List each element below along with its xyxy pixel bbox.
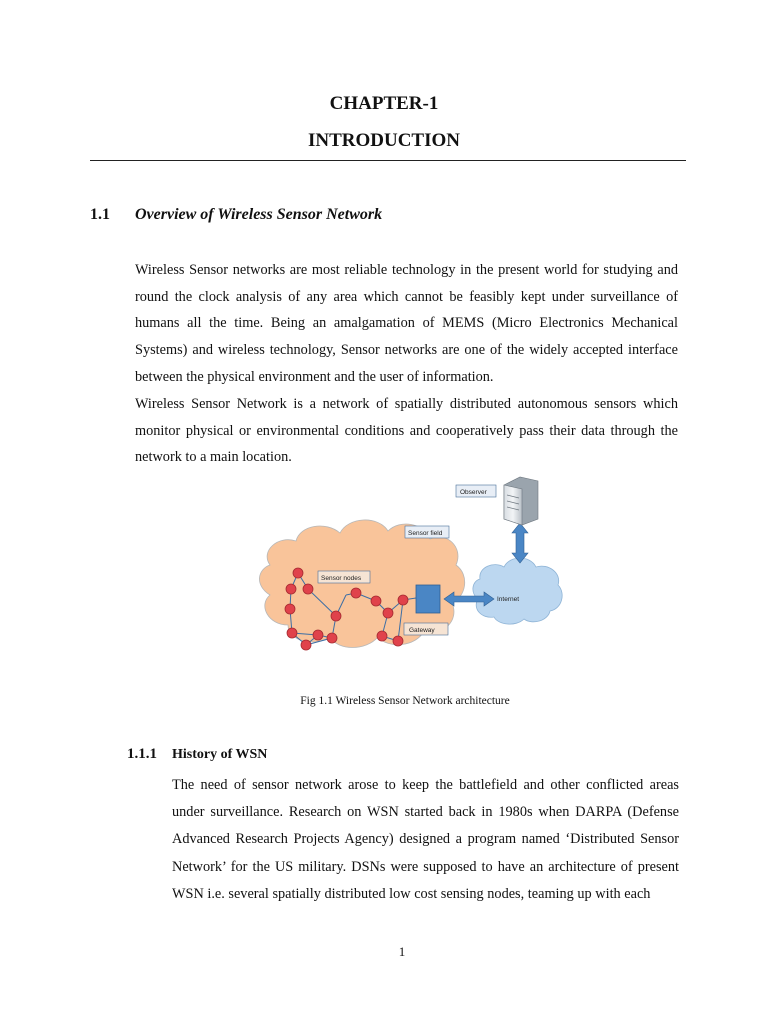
sensor-node <box>301 640 311 650</box>
internet-observer-arrow-icon <box>512 523 528 563</box>
sensor-node <box>286 584 296 594</box>
sensor-node <box>351 588 361 598</box>
observer-label-box <box>456 485 496 497</box>
server-icon <box>504 477 538 525</box>
sensor-field-label-box <box>405 526 449 538</box>
sensor-node <box>285 604 295 614</box>
sensor-node <box>287 628 297 638</box>
sensor-node <box>327 633 337 643</box>
sensor-node <box>398 595 408 605</box>
section-paragraph-2: Wireless Sensor Network is a network of spatially distributed autonomous sensors which monitor physical or environmental conditions and cooperatively pass their data through the network to a main location. <box>135 396 678 466</box>
gateway-label-box <box>404 623 448 635</box>
observer-label: Observer <box>460 489 487 496</box>
subsection-paragraph: The need of sensor network arose to keep the battlefield and other conflicted areas under surveillance. Research on WSN started back in 1980s when DARPA (Defense Advanced Research Projects Agency) designed a program named ‘Distributed Sensor Network’ for the US military. DSNs were supposed to have an architecture of present WSN i.e. several spatially distributed low cost sensing nodes, teaming up with each <box>172 777 679 902</box>
sensor-node <box>377 631 387 641</box>
sensor-node <box>303 584 313 594</box>
chapter-title: INTRODUCTION <box>307 130 461 151</box>
sensor-nodes-label: Sensor nodes <box>321 575 362 582</box>
gateway-internet-arrow-icon <box>444 592 494 606</box>
section-title: Overview of Wireless Sensor Network <box>135 206 383 223</box>
sensor-node <box>393 636 403 646</box>
subsection-number: 1.1.1 <box>127 746 157 762</box>
sensor-nodes-label-box <box>318 571 370 583</box>
gateway-label: Gateway <box>409 627 435 634</box>
sensor-field-label: Sensor field <box>408 530 443 537</box>
gateway-box <box>416 585 440 613</box>
sensor-node <box>331 611 341 621</box>
sensor-node <box>371 596 381 606</box>
sensor-node <box>313 630 323 640</box>
title-divider <box>90 160 686 161</box>
chapter-number: CHAPTER-1 <box>329 93 439 114</box>
subsection-title: History of WSN <box>172 747 268 762</box>
section-paragraph-1: Wireless Sensor networks are most reliable technology in the present world for studying and round the clock analysis of any area which cannot be feasibly kept under surveillance of humans all the time. Being an amalgamation of MEMS (Micro Electronics Mechanical Systems) and wireless technology, Sensor networks are one of the widely accepted interface between the physical environment and the user of information. <box>135 262 678 385</box>
page-number: 1 <box>398 944 406 959</box>
figure-caption: Fig 1.1 Wireless Sensor Network architecture <box>300 695 510 707</box>
sensor-node <box>383 608 393 618</box>
sensor-node <box>293 568 303 578</box>
section-number: 1.1 <box>90 206 110 223</box>
wsn-architecture-figure <box>248 473 565 688</box>
internet-cloud <box>473 558 562 624</box>
internet-label: Internet <box>497 596 520 603</box>
